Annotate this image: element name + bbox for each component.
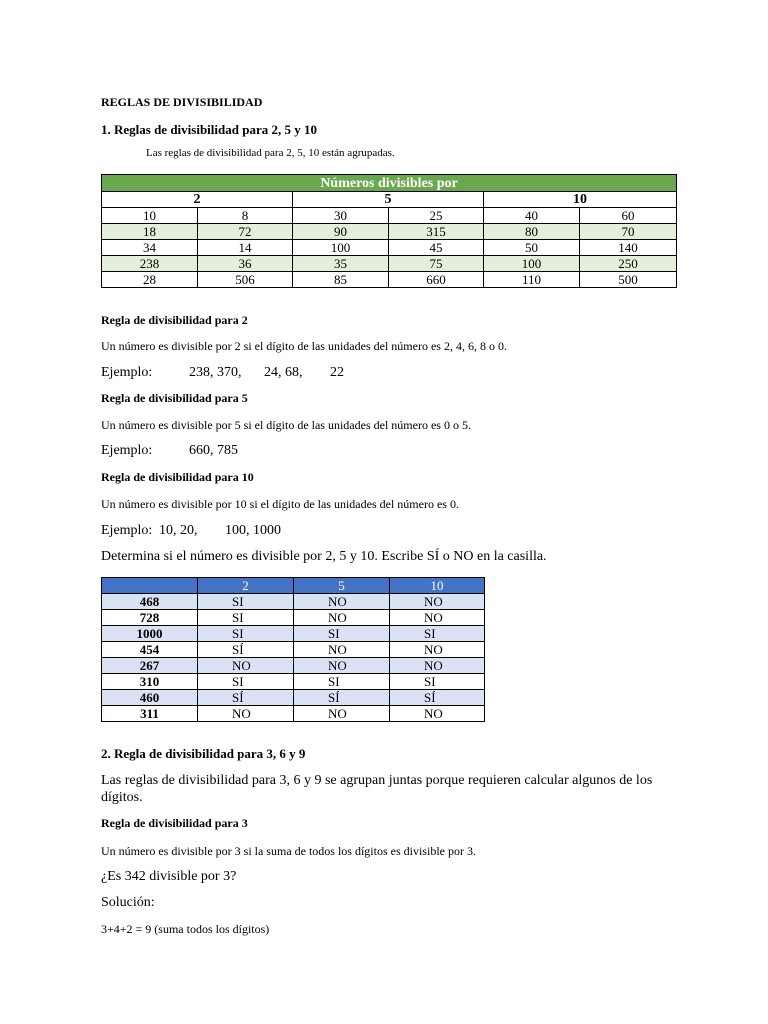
table-cell: 60 (580, 208, 677, 224)
document-title: REGLAS DE DIVISIBILIDAD (101, 95, 263, 109)
number-cell: 460 (102, 690, 198, 706)
table-cell: 40 (484, 208, 580, 224)
answer-cell: NO (390, 610, 485, 626)
answer-cell: SI (198, 674, 294, 690)
table1-group-10: 10 (484, 192, 677, 208)
answer-cell: SI (198, 626, 294, 642)
number-cell: 468 (102, 594, 198, 610)
answer-cell: NO (198, 706, 294, 722)
table-cell: 140 (580, 240, 677, 256)
solution-label: Solución: (101, 895, 155, 910)
table-cell: 36 (198, 256, 293, 272)
table-row (102, 272, 677, 288)
divisibility-exercise-table (101, 577, 485, 722)
table-row (102, 626, 485, 642)
section1-title: 1. Reglas de divisibilidad para 2, 5 y 10 (101, 122, 317, 137)
answer-cell: SÍ (198, 642, 294, 658)
number-cell: 728 (102, 610, 198, 626)
rule2-example-label: Ejemplo: (101, 365, 153, 380)
table-row (102, 674, 485, 690)
table1-header: Números divisibles por (102, 175, 677, 192)
answer-cell: NO (390, 642, 485, 658)
table-row (102, 690, 485, 706)
table-cell: 30 (293, 208, 389, 224)
rule10-example-value: 100, 1000 (225, 523, 281, 538)
rule5-text: Un número es divisible por 5 si el dígito de las unidades del número es 0 o 5. (101, 418, 471, 432)
number-cell: 310 (102, 674, 198, 690)
table2-header-cell: 10 (390, 578, 485, 594)
table1-group-5: 5 (293, 192, 484, 208)
table-cell: 45 (389, 240, 484, 256)
number-cell: 454 (102, 642, 198, 658)
table-cell: 72 (198, 224, 293, 240)
section2-intro-line1: Las reglas de divisibilidad para 3, 6 y 9 se agrupan juntas porque requieren calcular algunos de los (101, 773, 653, 788)
exercise-prompt: Determina si el número es divisible por 2, 5 y 10. Escribe SÍ o NO en la casilla. (101, 549, 547, 564)
table-cell: 238 (102, 256, 198, 272)
answer-cell: NO (390, 658, 485, 674)
table-cell: 110 (484, 272, 580, 288)
table-row (102, 208, 677, 224)
rule10-title: Regla de divisibilidad para 10 (101, 470, 254, 484)
answer-cell: SI (198, 610, 294, 626)
rule2-example-value: 24, 68, (264, 365, 303, 380)
table-cell: 660 (389, 272, 484, 288)
rule2-text: Un número es divisible por 2 si el dígito de las unidades del número es 2, 4, 6, 8 o 0. (101, 339, 507, 353)
rule3-text: Un número es divisible por 3 si la suma de todos los dígitos es divisible por 3. (101, 844, 476, 858)
section2-intro-line2: dígitos. (101, 790, 143, 805)
table2-header-cell: 5 (294, 578, 390, 594)
answer-cell: NO (294, 594, 390, 610)
table-cell: 50 (484, 240, 580, 256)
rule2-example-value: 238, 370, (189, 365, 242, 380)
table-cell: 8 (198, 208, 293, 224)
table-cell: 506 (198, 272, 293, 288)
table2-header-cell: 2 (198, 578, 294, 594)
question: ¿Es 342 divisible por 3? (101, 869, 237, 884)
table-row (102, 610, 485, 626)
answer-cell: SÍ (294, 690, 390, 706)
table-cell: 100 (293, 240, 389, 256)
rule5-title: Regla de divisibilidad para 5 (101, 391, 248, 405)
table-row (102, 594, 485, 610)
answer-cell: SI (294, 626, 390, 642)
table-cell: 14 (198, 240, 293, 256)
table2-header-cell (102, 578, 198, 594)
table-cell: 85 (293, 272, 389, 288)
table-cell: 35 (293, 256, 389, 272)
answer-cell: NO (390, 706, 485, 722)
answer-cell: NO (294, 642, 390, 658)
number-cell: 267 (102, 658, 198, 674)
rule3-title: Regla de divisibilidad para 3 (101, 816, 248, 830)
answer-cell: NO (294, 706, 390, 722)
rule2-example-value: 22 (330, 365, 344, 380)
answer-cell: NO (294, 610, 390, 626)
table1-group-2: 2 (102, 192, 293, 208)
table-row (102, 224, 677, 240)
rule10-text: Un número es divisible por 10 si el dígito de las unidades del número es 0. (101, 497, 459, 511)
table-cell: 70 (580, 224, 677, 240)
table-cell: 25 (389, 208, 484, 224)
answer-cell: NO (294, 658, 390, 674)
table-row (102, 642, 485, 658)
answer-cell: SÍ (390, 690, 485, 706)
divisible-numbers-table (101, 174, 677, 288)
rule2-title: Regla de divisibilidad para 2 (101, 313, 248, 327)
rule5-example-label: Ejemplo: (101, 443, 153, 458)
section1-intro: Las reglas de divisibilidad para 2, 5, 10 están agrupadas. (146, 147, 395, 159)
answer-cell: SI (390, 674, 485, 690)
answer-cell: NO (390, 594, 485, 610)
number-cell: 311 (102, 706, 198, 722)
solution-line: 3+4+2 = 9 (suma todos los dígitos) (101, 922, 270, 936)
rule10-example-value: 10, 20, (159, 523, 198, 538)
table-cell: 18 (102, 224, 198, 240)
answer-cell: SÍ (198, 690, 294, 706)
answer-cell: SI (390, 626, 485, 642)
table-cell: 34 (102, 240, 198, 256)
table-row (102, 706, 485, 722)
number-cell: 1000 (102, 626, 198, 642)
rule10-example-label: Ejemplo: (101, 523, 153, 538)
table-cell: 315 (389, 224, 484, 240)
table-row (102, 240, 677, 256)
table-cell: 75 (389, 256, 484, 272)
table-cell: 250 (580, 256, 677, 272)
rule5-example-value: 660, 785 (189, 443, 238, 458)
answer-cell: NO (198, 658, 294, 674)
table-cell: 10 (102, 208, 198, 224)
table-cell: 90 (293, 224, 389, 240)
table-cell: 500 (580, 272, 677, 288)
table-cell: 100 (484, 256, 580, 272)
answer-cell: SI (198, 594, 294, 610)
table-row (102, 256, 677, 272)
table-row (102, 658, 485, 674)
section2-title: 2. Regla de divisibilidad para 3, 6 y 9 (101, 746, 306, 761)
answer-cell: SI (294, 674, 390, 690)
table-cell: 80 (484, 224, 580, 240)
table-cell: 28 (102, 272, 198, 288)
